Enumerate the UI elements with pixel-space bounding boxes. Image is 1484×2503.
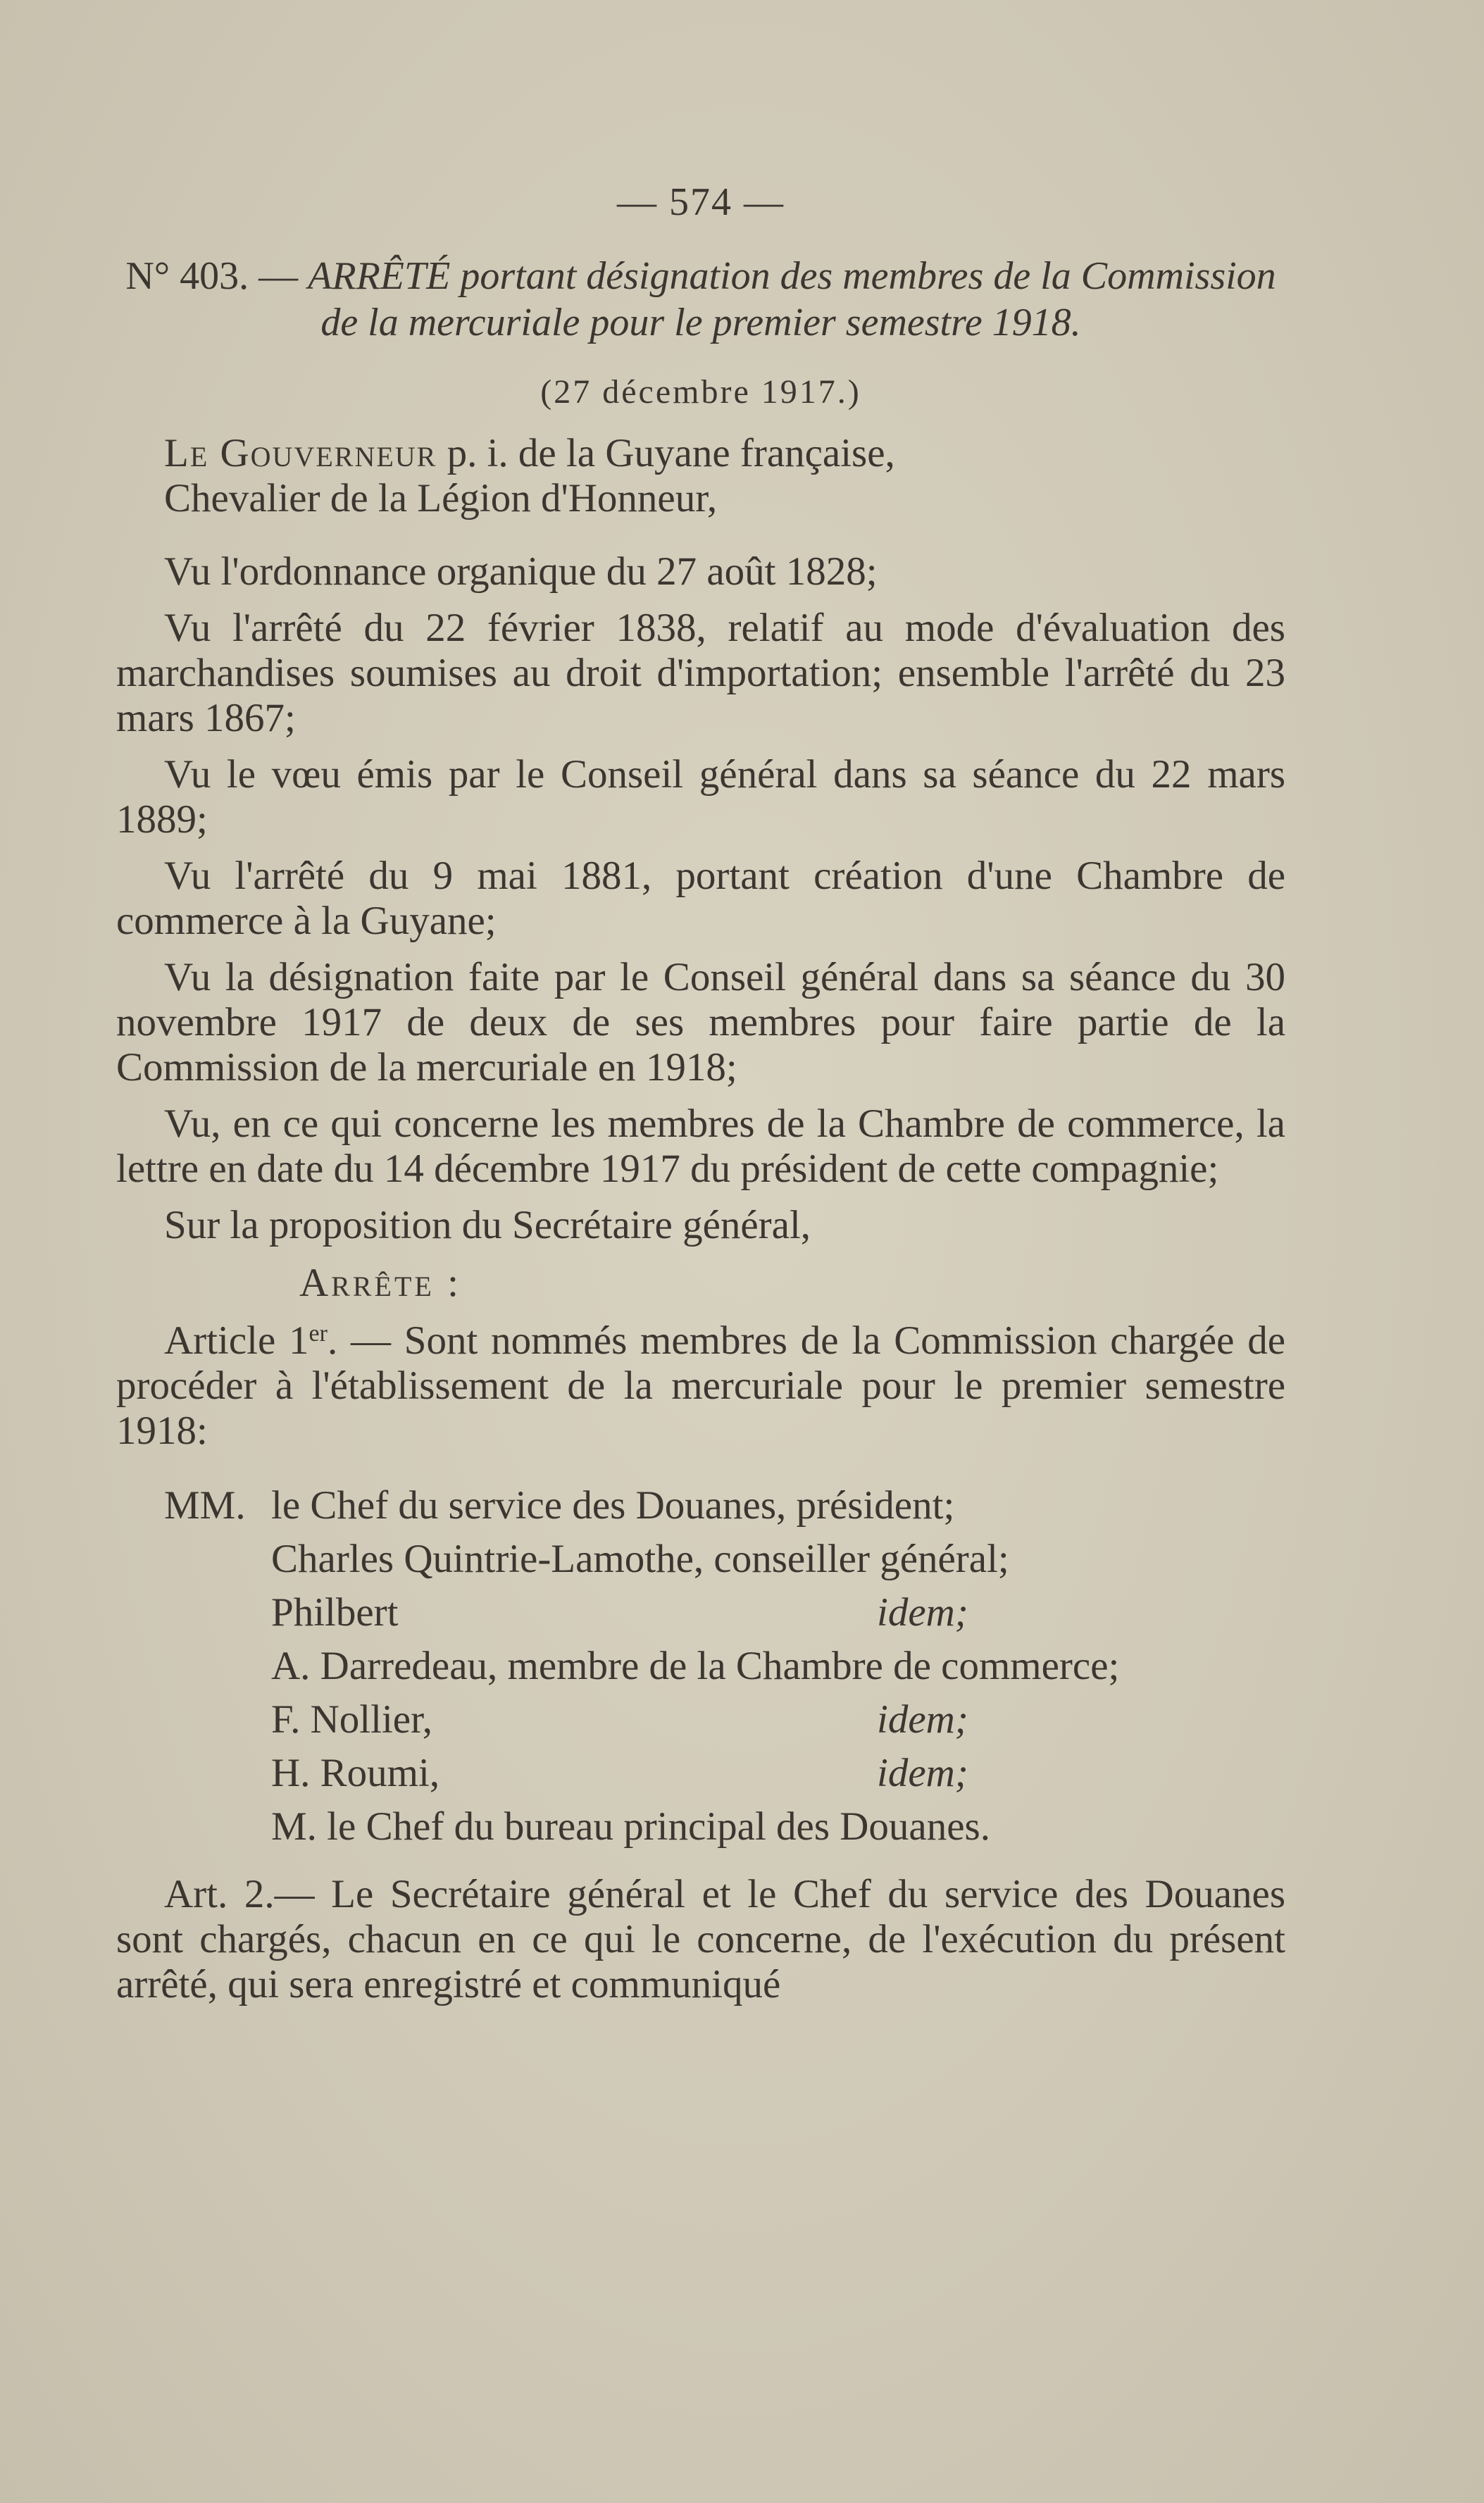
- member-name: Philbert: [271, 1590, 399, 1635]
- member-idem: idem;: [877, 1590, 968, 1635]
- member-idem: idem;: [877, 1697, 968, 1742]
- member-name: A. Darredeau, membre de la Chambre de commerce;: [271, 1644, 1120, 1688]
- article-1-text: . — Sont nommés membres de la Commission chargée de procéder à l'établissement de la mercuriale pour le premier semestre 1918:: [116, 1318, 1285, 1453]
- considerant-6: Vu, en ce qui concerne les membres de la Chambre de commerce, la lettre en date du 14 décembre 1917 du président de cette compagnie;: [116, 1101, 1285, 1191]
- member-row: [116, 1479, 1285, 1533]
- member-row: [116, 1586, 1285, 1640]
- decree-date: (27 décembre 1917.): [540, 373, 861, 411]
- article-2: Art. 2.— Le Secrétaire général et le Chef du service des Douanes sont chargés, chacun en ce qui le concerne, de l'exécution du présent arrêté, qui sera enregistré et communiqué: [116, 1872, 1285, 2006]
- member-name: le Chef du service des Douanes, président;: [271, 1483, 955, 1528]
- considerant-3: Vu le vœu émis par le Conseil général dans sa séance du 22 mars 1889;: [116, 752, 1285, 842]
- governor-title-rest: p. i. de la Guyane française,: [437, 431, 895, 475]
- member-name: Charles Quintrie-Lamothe, conseiller général;: [271, 1537, 1009, 1581]
- article-1-prefix: Article 1: [164, 1318, 309, 1363]
- considerant-5: Vu la désignation faite par le Conseil général dans sa séance du 30 novembre 1917 de deux de ses membres pour faire partie de la Commission de la mercuriale en 1918;: [116, 955, 1285, 1090]
- governor-line: [116, 431, 1285, 476]
- governor-order: Chevalier de la Légion d'Honneur,: [164, 476, 718, 520]
- considerant-4: Vu l'arrêté du 9 mai 1881, portant création d'une Chambre de commerce à la Guyane;: [116, 854, 1285, 943]
- arrete-label: Arrête :: [299, 1261, 461, 1305]
- governor-title: Le Gouverneur: [164, 431, 437, 475]
- considerant-7: Sur la proposition du Secrétaire général,: [164, 1203, 811, 1247]
- considerant-1: Vu l'ordonnance organique du 27 août 1828;: [164, 549, 878, 594]
- member-row: [116, 1693, 1285, 1747]
- member-row: [116, 1747, 1285, 1800]
- document-content: [116, 180, 1285, 2007]
- member-row: [116, 1800, 1285, 1854]
- article-1: [116, 1318, 1285, 1454]
- members-label: MM.: [164, 1483, 246, 1528]
- decree-title: ARRÊTÉ portant désignation des membres de la Commission de la mercuriale pour le premier semestre 1918.: [308, 254, 1276, 344]
- considerant-2: Vu l'arrêté du 22 février 1838, relatif au mode d'évaluation des marchandises soumises au droit d'importation; ensemble l'arrêté du 23 mars 1867;: [116, 606, 1285, 740]
- members-list: [116, 1479, 1285, 1854]
- member-row: [116, 1533, 1285, 1586]
- page-number: — 574 —: [617, 180, 785, 224]
- member-name: M. le Chef du bureau principal des Douanes.: [271, 1804, 990, 1849]
- member-name: H. Roumi,: [271, 1751, 440, 1795]
- member-idem: idem;: [877, 1751, 968, 1795]
- member-row: [116, 1640, 1285, 1693]
- decree-heading: [116, 253, 1285, 346]
- article-1-sup: er: [308, 1321, 328, 1347]
- member-name: F. Nollier,: [271, 1697, 433, 1742]
- decree-number: N° 403. —: [125, 254, 299, 298]
